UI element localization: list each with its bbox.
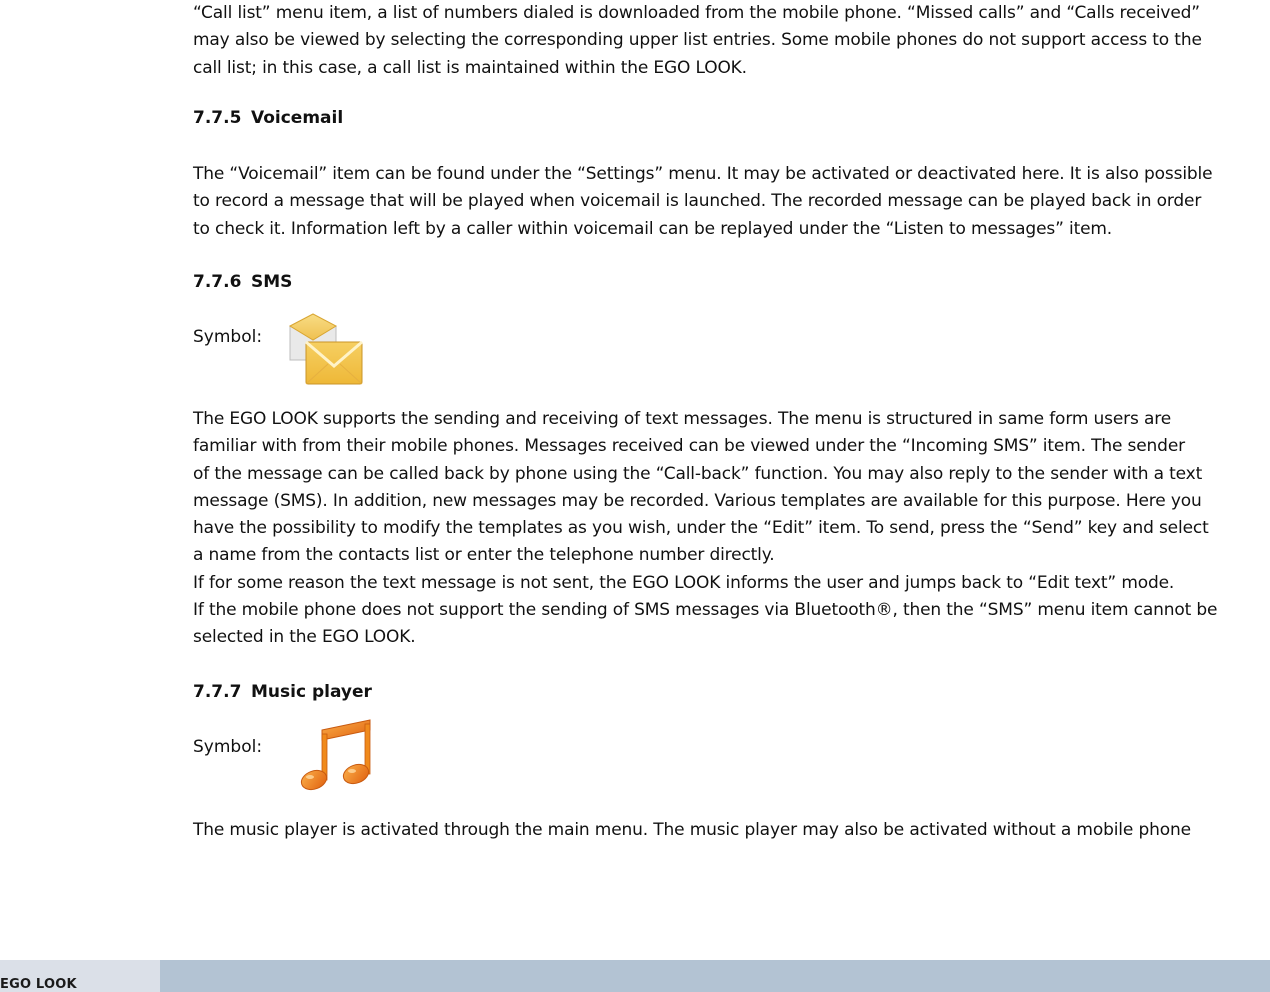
- footer-right-band: [160, 960, 1270, 992]
- section-heading-sms: [193, 272, 292, 292]
- sms-symbol-label: Symbol:: [193, 327, 263, 347]
- section-title: Voicemail: [251, 108, 344, 128]
- text-line: The music player is activated through the main menu. The music player may also be activated without a mobile phone: [193, 820, 1191, 840]
- section-number: 7.7.6: [193, 272, 242, 292]
- text-line: “Call list” menu item, a list of numbers dialed is downloaded from the mobile phone. “Missed calls” and “Calls received”: [193, 3, 1200, 23]
- sms-paragraph: [193, 406, 1270, 652]
- text-line: familiar with from their mobile phones. Messages received can be viewed under the “Incoming SMS” item. The sender: [193, 436, 1185, 457]
- music-paragraph: [193, 817, 1270, 844]
- text-line: selected in the EGO LOOK.: [193, 627, 416, 648]
- text-line: may also be viewed by selecting the corresponding upper list entries. Some mobile phones do not support access to the: [193, 30, 1202, 51]
- text-line: to check it. Information left by a caller within voicemail can be replayed under the “Listen to messages” item.: [193, 218, 1113, 239]
- text-line: to record a message that will be played when voicemail is launched. The recorded message can be played back in order: [193, 191, 1202, 212]
- text-line: a name from the contacts list or enter the telephone number directly.: [193, 545, 775, 566]
- text-line: message (SMS). In addition, new messages may be recorded. Various templates are available for this purpose. Here you: [193, 490, 1202, 511]
- section-title: Music player: [251, 682, 372, 702]
- footer-brand: EGO LOOK: [0, 977, 77, 992]
- section-heading-voicemail: [193, 108, 343, 128]
- text-line: If the mobile phone does not support the sending of SMS messages via Bluetooth®, then the “SMS” menu item cannot be: [193, 600, 1218, 621]
- text-line: of the message can be called back by phone using the “Call-back” function. You may also reply to the sender with a text: [193, 463, 1203, 484]
- music-symbol-label: Symbol:: [193, 737, 263, 757]
- text-line: have the possibility to modify the templates as you wish, under the “Edit” item. To send, press the “Send” key and select: [193, 518, 1209, 539]
- text-line: The “Voicemail” item can be found under the “Settings” menu. It may be activated or deactivated here. It is also possible: [193, 164, 1213, 184]
- section-heading-music-player: [193, 682, 372, 702]
- text-line: The EGO LOOK supports the sending and receiving of text messages. The menu is structured in same form users are: [193, 409, 1172, 429]
- text-line: call list; in this case, a call list is maintained within the EGO LOOK.: [193, 57, 747, 78]
- text-line: If for some reason the text message is not sent, the EGO LOOK informs the user and jumps back to “Edit text” mode.: [193, 572, 1175, 593]
- intro-paragraph: [193, 0, 1270, 82]
- sms-envelopes-icon: [286, 312, 366, 392]
- section-number: 7.7.5: [193, 108, 242, 128]
- music-note-icon: [298, 716, 374, 798]
- section-number: 7.7.7: [193, 682, 242, 702]
- section-title: SMS: [251, 272, 293, 292]
- voicemail-paragraph: [193, 161, 1270, 243]
